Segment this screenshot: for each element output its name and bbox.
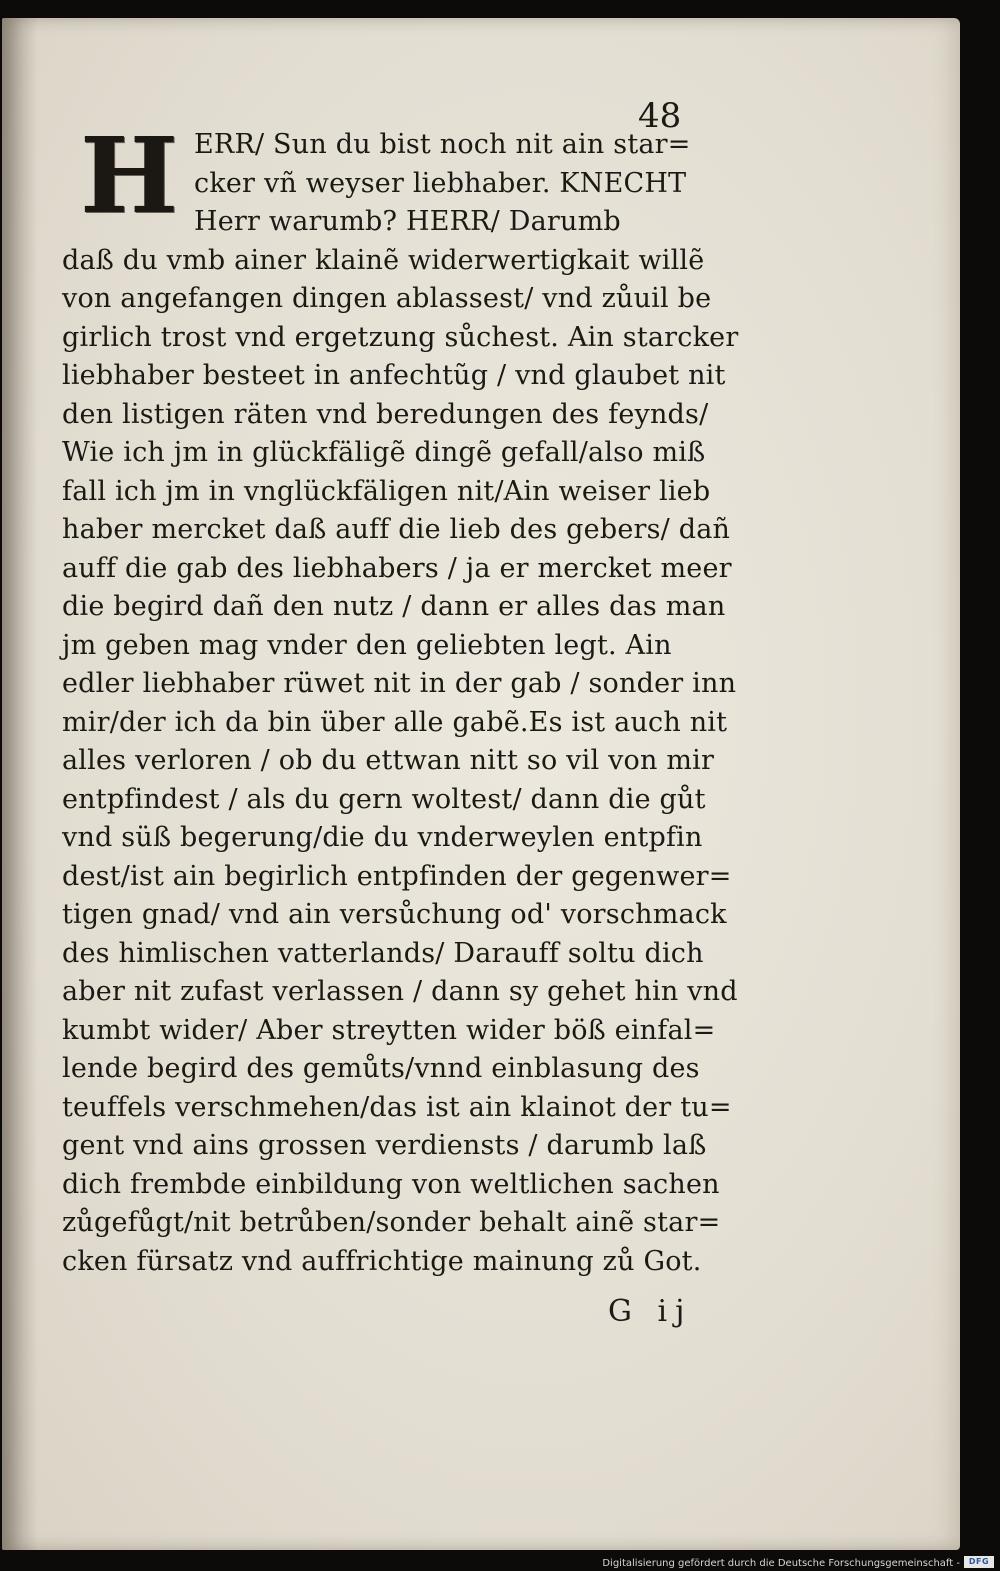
text-line: edler liebhaber rüwet nit in der gab / sonder inn xyxy=(62,668,737,699)
text-line: Herr warumb? HERR/ Darumb xyxy=(194,206,621,237)
text-line: daß du vmb ainer klainẽ widerwertigkait willẽ xyxy=(62,244,705,276)
text-line: Wie ich jm in glückfäligẽ dingẽ gefall/also miß xyxy=(62,437,706,468)
book-page xyxy=(2,18,960,1550)
text-line: tigen gnad/ vnd ain versůchung od' vorschmack xyxy=(62,899,727,930)
text-line: dest/ist ain begirlich entpfinden der gegenwer= xyxy=(62,860,732,892)
text-line: von angefangen dingen ablassest/ vnd zůuil be xyxy=(62,283,712,314)
text-line: jm geben mag vnder den geliebten legt. Ain xyxy=(62,629,672,661)
text-line: lende begird des gemůts/vnnd einblasung des xyxy=(62,1053,700,1084)
text-line: entpfindest / als du gern woltest/ dann die gůt xyxy=(62,783,706,815)
text-line: zůgefůgt/nit betrůben/sonder behalt ainẽ star= xyxy=(62,1207,721,1238)
text-line: gent vnd ains grossen verdiensts / darumb laß xyxy=(62,1130,707,1161)
text-line: cken fürsatz vnd auffrichtige mainung zů Got. xyxy=(62,1245,702,1277)
text-line: den listigen räten vnd beredungen des feynds/ xyxy=(62,398,709,430)
text-line: haber mercket daß auff die lieb des gebers/ dañ xyxy=(62,514,731,545)
page-number: 48 xyxy=(638,96,682,136)
text-line: fall ich jm in vnglückfäligen nit/Ain weiser lieb xyxy=(62,475,711,507)
text-line: die begird dañ den nutz / dann er alles das man xyxy=(62,591,726,622)
dfg-logo: DFG xyxy=(964,1556,994,1568)
text-line: kumbt wider/ Aber streytten wider böß einfal= xyxy=(62,1014,716,1046)
decorated-initial-letter: H xyxy=(80,114,179,237)
footer-bar xyxy=(0,1553,1000,1571)
text-line: girlich trost vnd ergetzung sůchest. Ain starcker xyxy=(62,321,739,353)
text-line: aber nit zufast verlassen / dann sy gehet hin vnd xyxy=(62,976,738,1007)
text-line: teuffels verschmehen/das ist ain klainot der tu= xyxy=(62,1091,732,1123)
text-line: auff die gab des liebhabers / ja er mercket meer xyxy=(62,552,732,584)
text-line: alles verloren / ob du ettwan nitt so vil von mir xyxy=(62,745,715,776)
text-line: mir/der ich da bin über alle gabẽ.Es ist auch nit xyxy=(62,706,728,738)
text-line: vnd süß begerung/die du vnderweylen entpfin xyxy=(62,822,703,853)
text-line: cker vñ weyser liebhaber. KNECHT xyxy=(194,167,687,199)
signature-mark: G ij xyxy=(608,1294,693,1329)
text-line: liebhaber besteet in anfechtũg / vnd glaubet nit xyxy=(62,360,726,391)
text-line: dich frembde einbildung von weltlichen sachen xyxy=(62,1168,720,1200)
text-line: des himlischen vatterlands/ Darauff soltu dich xyxy=(62,937,704,969)
text-line: ERR/ Sun du bist noch nit ain star= xyxy=(194,129,691,160)
funding-credit: Digitalisierung gefördert durch die Deutsche Forschungsgemeinschaft - xyxy=(602,1558,960,1569)
page-gutter-shadow xyxy=(2,18,38,1550)
